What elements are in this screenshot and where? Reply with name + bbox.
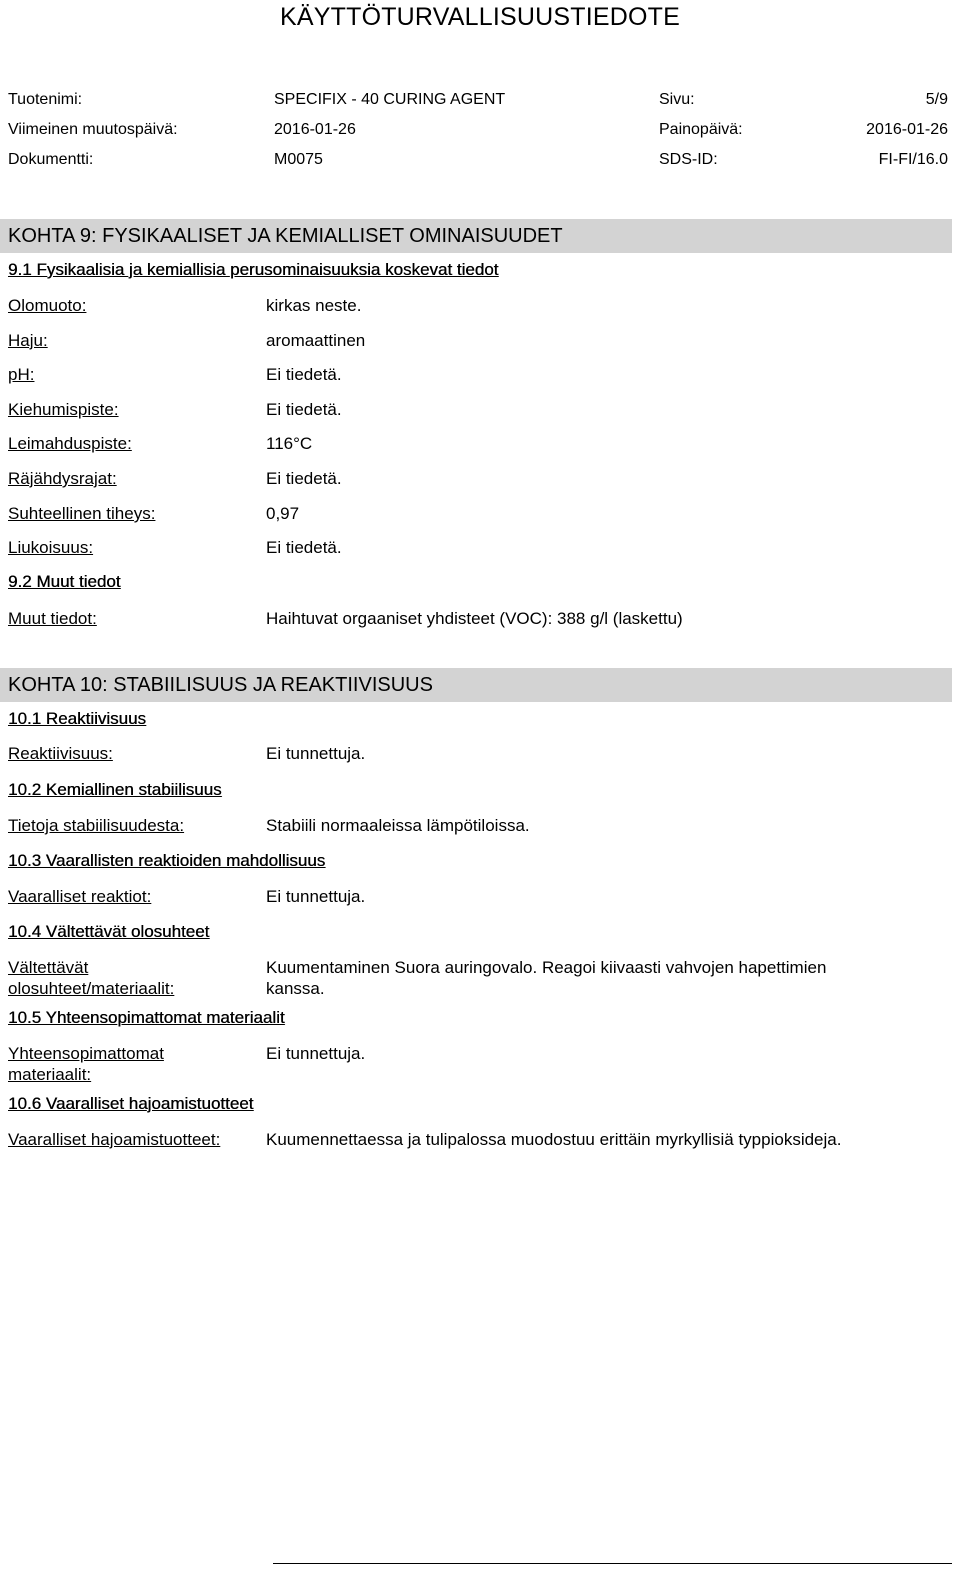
revised-date-label: Viimeinen muutospäivä: <box>8 121 178 138</box>
other-info-label: Muut tiedot: <box>8 609 97 628</box>
revised-date-value: 2016-01-26 <box>274 121 356 138</box>
document-label: Dokumentti: <box>8 151 94 168</box>
conditions-to-avoid-label-line-1: Vältettävät <box>8 958 89 977</box>
subsection-9-1-heading: 9.1 Fysikaalisia ja kemiallisia perusominaisuuksia koskevat tiedot <box>8 260 499 279</box>
prop-value-appearance: kirkas neste. <box>266 296 362 315</box>
incompatible-materials-label-line-2: materiaalit: <box>8 1065 92 1084</box>
print-date-value: 2016-01-26 <box>866 121 948 138</box>
conditions-to-avoid-value-line-1: Kuumentaminen Suora auringovalo. Reagoi kiivaasti vahvojen hapettimien <box>266 958 827 977</box>
prop-label-solubility: Liukoisuus: <box>8 538 94 557</box>
stability-value: Stabiili normaaleissa lämpötiloissa. <box>266 816 530 835</box>
decomposition-products-label: Vaaralliset hajoamistuotteet: <box>8 1130 221 1149</box>
prop-value-relative-density: 0,97 <box>266 504 300 523</box>
page-value: 5/9 <box>925 91 948 108</box>
sds-id-label: SDS-ID: <box>659 151 718 168</box>
print-date-label: Painopäivä: <box>659 121 743 138</box>
hazardous-reactions-value: Ei tunnettuja. <box>266 887 366 906</box>
conditions-to-avoid-value-line-2: kanssa. <box>266 979 325 998</box>
section-9-header <box>0 219 952 253</box>
meta-row-document <box>0 147 960 173</box>
page-label: Sivu: <box>659 91 695 108</box>
meta-row-dates <box>0 117 960 143</box>
section-10-title: KOHTA 10: STABIILISUUS JA REAKTIIVISUUS <box>8 674 433 696</box>
incompatible-materials-value: Ei tunnettuja. <box>266 1044 366 1063</box>
incompatible-materials-label-line-1: Yhteensopimattomat <box>8 1044 164 1063</box>
product-name-label: Tuotenimi: <box>8 91 83 108</box>
prop-label-boiling-point: Kiehumispiste: <box>8 400 119 419</box>
reactivity-label: Reaktiivisuus: <box>8 744 113 763</box>
footer-divider <box>273 1563 952 1564</box>
sds-id-value: FI-FI/16.0 <box>878 151 948 168</box>
prop-value-explosion-limits: Ei tiedetä. <box>266 469 342 488</box>
prop-label-flash-point: Leimahduspiste: <box>8 434 132 453</box>
prop-label-explosion-limits: Räjähdysrajat: <box>8 469 117 488</box>
subsection-10-6-heading: 10.6 Vaaralliset hajoamistuotteet <box>8 1094 254 1113</box>
meta-row-product <box>0 87 960 113</box>
section-10-header <box>0 668 952 702</box>
subsection-10-3-heading: 10.3 Vaarallisten reaktioiden mahdollisuus <box>8 851 326 870</box>
prop-label-appearance: Olomuoto: <box>8 296 87 315</box>
conditions-to-avoid-label-line-2: olosuhteet/materiaalit: <box>8 979 175 998</box>
prop-value-ph: Ei tiedetä. <box>266 365 342 384</box>
decomposition-products-value: Kuumennettaessa ja tulipalossa muodostuu erittäin myrkyllisiä typpioksideja. <box>266 1130 842 1149</box>
other-info-value: Haihtuvat orgaaniset yhdisteet (VOC): 388 g/l (laskettu) <box>266 609 683 628</box>
conditions-to-avoid-label <box>8 957 256 999</box>
subsection-10-1-heading: 10.1 Reaktiivisuus <box>8 709 146 728</box>
conditions-to-avoid-value <box>266 957 926 999</box>
prop-label-ph: pH: <box>8 365 35 384</box>
reactivity-value: Ei tunnettuja. <box>266 744 366 763</box>
prop-label-relative-density: Suhteellinen tiheys: <box>8 504 156 523</box>
product-name-value: SPECIFIX - 40 CURING AGENT <box>274 91 506 108</box>
prop-value-boiling-point: Ei tiedetä. <box>266 400 342 419</box>
subsection-10-4-heading: 10.4 Vältettävät olosuhteet <box>8 922 210 941</box>
subsection-9-2-heading: 9.2 Muut tiedot <box>8 572 121 591</box>
document-title: KÄYTTÖTURVALLISUUSTIEDOTE <box>280 3 680 31</box>
incompatible-materials-label <box>8 1043 256 1085</box>
subsection-10-5-heading: 10.5 Yhteensopimattomat materiaalit <box>8 1008 285 1027</box>
prop-value-odor: aromaattinen <box>266 331 366 350</box>
subsection-10-2-heading: 10.2 Kemiallinen stabiilisuus <box>8 780 222 799</box>
prop-value-solubility: Ei tiedetä. <box>266 538 342 557</box>
prop-value-flash-point: 116°C <box>266 434 313 453</box>
prop-label-odor: Haju: <box>8 331 48 350</box>
hazardous-reactions-label: Vaaralliset reaktiot: <box>8 887 152 906</box>
document-value: M0075 <box>274 151 323 168</box>
stability-label: Tietoja stabiilisuudesta: <box>8 816 185 835</box>
section-9-title: KOHTA 9: FYSIKAALISET JA KEMIALLISET OMINAISUUDET <box>8 225 563 247</box>
